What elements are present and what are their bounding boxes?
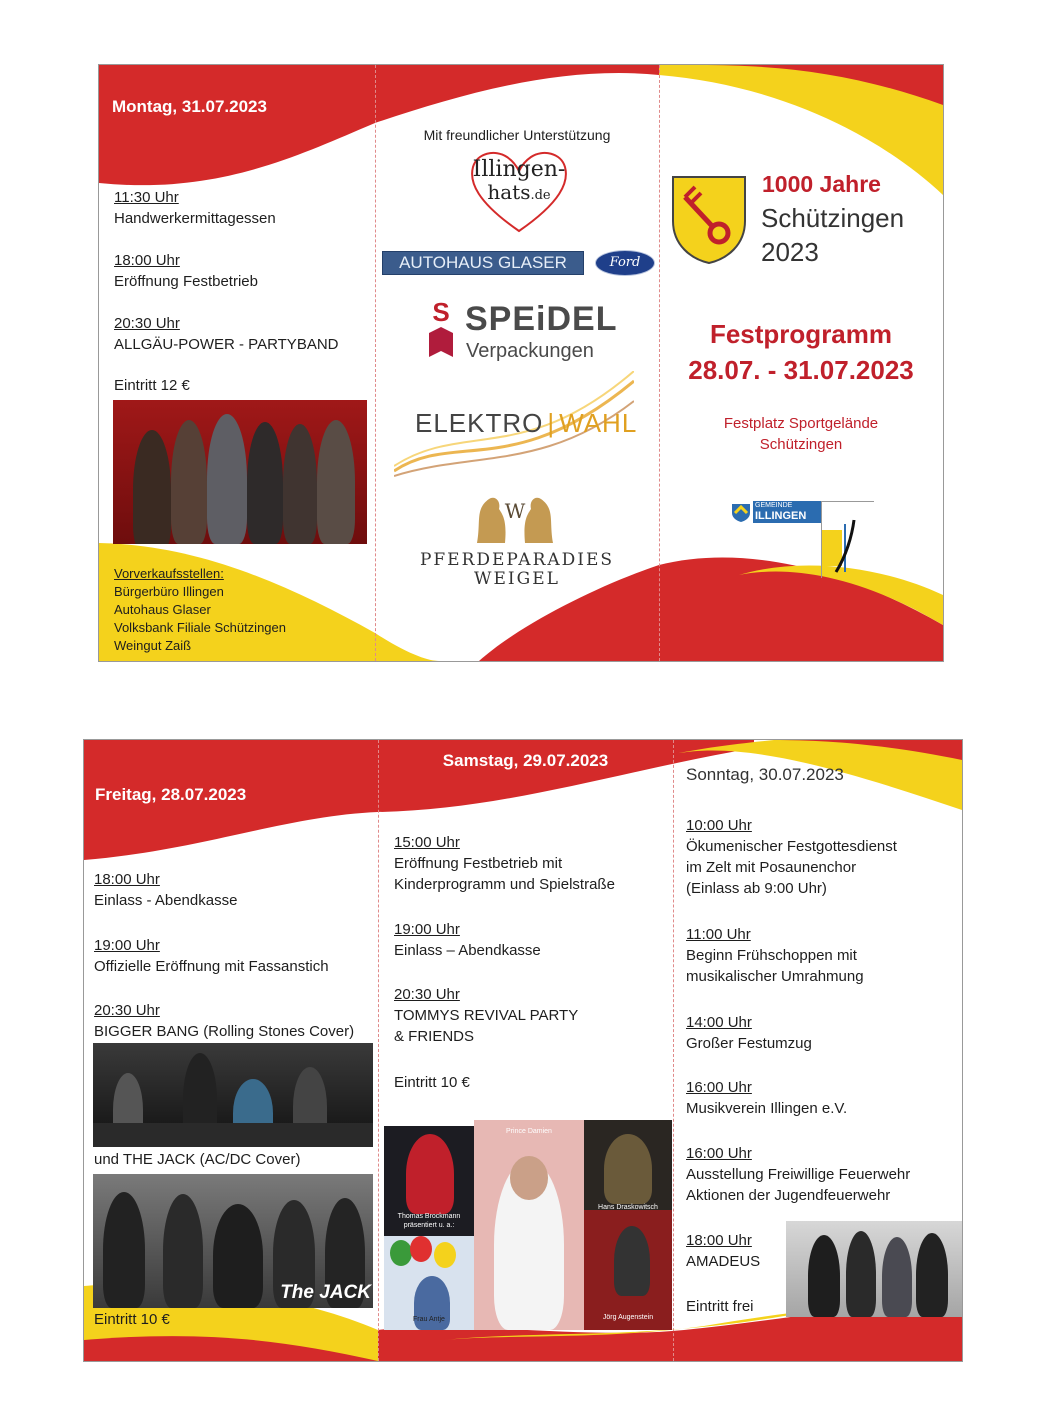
- sunday-event-2: 11:00 Uhr Beginn Frühschoppen mit musikalischer Umrahmung: [686, 926, 864, 985]
- speidel-logo: SPEiDEL: [465, 300, 618, 338]
- monday-entry: Eintritt 12 €: [114, 377, 190, 394]
- the-jack-logo: The JACK: [280, 1282, 371, 1303]
- photo-frau-antje: Frau Antje: [384, 1236, 474, 1330]
- cover-year: 2023: [761, 237, 819, 267]
- friday-entry: Eintritt 10 €: [94, 1311, 170, 1328]
- flyer-outside-page: [98, 64, 944, 662]
- cover-town: Schützingen: [761, 203, 905, 233]
- venue: Festplatz Sportgelände Schützingen: [723, 415, 879, 453]
- presale-list: Vorverkaufsstellen: Bürgerbüro Illingen Autohaus Glaser Volksbank Filiale Schützingen Weingut Zaiß: [114, 566, 286, 653]
- friday-event-1: 18:00 Uhr Einlass - Abendkasse: [94, 871, 238, 909]
- fold-line: [378, 740, 379, 1361]
- coat-of-arms-key-icon: [671, 175, 747, 265]
- band-photo-amadeus: [786, 1221, 962, 1317]
- speidel-subtitle: Verpackungen: [466, 340, 594, 362]
- sunday-event-1: 10:00 Uhr Ökumenischer Festgottesdienst im Zelt mit Posaunenchor (Einlass ab 9:00 Uhr): [686, 817, 897, 897]
- photo-thomas-brockmann: Thomas Brockmann präsentiert u. a.:: [384, 1126, 474, 1236]
- friday-event-2: 19:00 Uhr Offizielle Eröffnung mit Fassanstich: [94, 937, 329, 975]
- saturday-event-3: 20:30 Uhr TOMMYS REVIVAL PARTY & FRIENDS: [394, 986, 579, 1045]
- sunday-title: Sonntag, 30.07.2023: [686, 765, 844, 784]
- sunday-event-3: 14:00 Uhr Großer Festumzug: [686, 1014, 812, 1052]
- band-photo-allgaeu-power: [113, 400, 367, 544]
- photo-joerg-augenstein: Jörg Augenstein: [584, 1210, 672, 1330]
- flyer-inside-page: [83, 739, 963, 1362]
- ford-logo: Ford: [595, 250, 655, 276]
- monday-event-2: 18:00 Uhr Eröffnung Festbetrieb: [114, 252, 258, 290]
- elektro-wahl-logo: ELEKTRO | WAHL: [415, 408, 638, 438]
- saturday-entry: Eintritt 10 €: [394, 1074, 470, 1091]
- gemeinde-illingen-logo: GEMEINDE ILLINGEN: [729, 501, 875, 577]
- illingen-hats-logo: Illingen- hats.de: [467, 147, 571, 235]
- monday-event-1: 11:30 Uhr Handwerkermittagessen: [114, 189, 276, 227]
- monday-event-3: 20:30 Uhr ALLGÄU-POWER - PARTYBAND: [114, 315, 339, 353]
- sunday-event-5: 16:00 Uhr Ausstellung Freiwillige Feuerwehr Aktionen der Jugendfeuerwehr: [686, 1145, 911, 1204]
- speidel-icon: S: [429, 297, 453, 359]
- cover-jahre: 1000 Jahre: [762, 171, 881, 197]
- festprogramm-title: Festprogramm: [709, 319, 893, 349]
- saturday-event-1: 15:00 Uhr Eröffnung Festbetrieb mit Kinderprogramm und Spielstraße: [394, 834, 615, 893]
- saturday-event-2: 19:00 Uhr Einlass – Abendkasse: [394, 921, 541, 959]
- saturday-title: Samstag, 29.07.2023: [442, 751, 609, 770]
- pferdeparadies-logo: PFERDEPARADIES WEIGEL: [419, 550, 615, 589]
- autohaus-glaser-logo: AUTOHAUS GLASER: [382, 251, 584, 275]
- photo-hans-draskowitsch: Hans Draskowitsch: [584, 1120, 672, 1210]
- sunday-event-4: 16:00 Uhr Musikverein Illingen e.V.: [686, 1079, 848, 1117]
- friday-event-3: 20:30 Uhr BIGGER BANG (Rolling Stones Cover): [94, 1002, 355, 1040]
- friday-support-band: und THE JACK (AC/DC Cover): [94, 1151, 301, 1168]
- saturday-photo-collage: [384, 1120, 674, 1330]
- gemeinde-shield-icon: [731, 503, 751, 523]
- photo-prince-damien: Prince Damien: [474, 1120, 584, 1330]
- sunday-event-6: 18:00 Uhr AMADEUS: [686, 1232, 761, 1270]
- sunday-entry: Eintritt frei: [686, 1298, 754, 1315]
- pferdeparadies-horse-icon: W: [469, 491, 561, 547]
- monday-title: Montag, 31.07.2023: [112, 97, 267, 116]
- band-photo-the-jack: [93, 1174, 373, 1308]
- sponsors-heading: Mit freundlicher Unterstützung: [423, 127, 611, 143]
- band-photo-bigger-bang: [93, 1043, 373, 1147]
- friday-title: Freitag, 28.07.2023: [95, 785, 247, 804]
- festprogramm-dates: 28.07. - 31.07.2023: [688, 355, 914, 385]
